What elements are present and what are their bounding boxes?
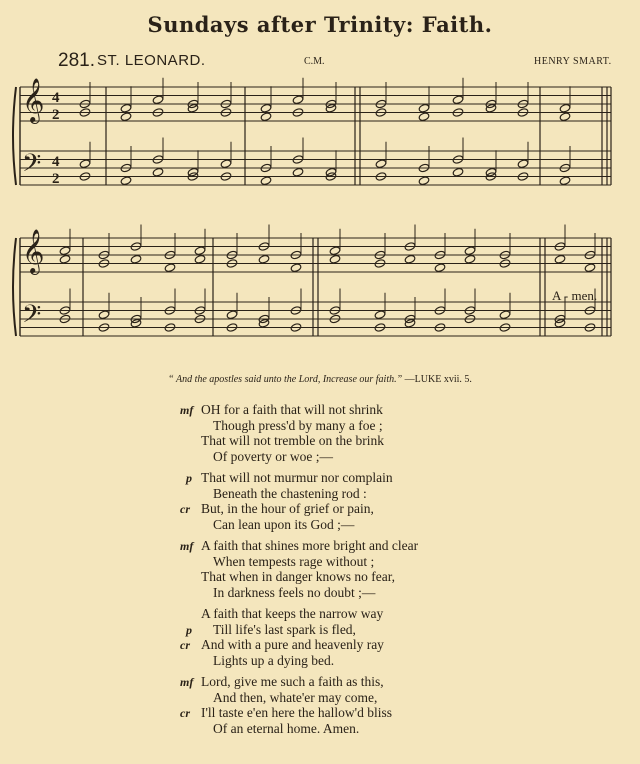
note-head [130, 254, 142, 264]
note-head [485, 103, 497, 113]
treble-clef: 𝄞 [22, 229, 45, 273]
note-head [559, 112, 571, 122]
note-head [584, 263, 596, 273]
verse-line: I'll taste e'en here the hallow'd bliss [201, 705, 392, 720]
epigraph-quote: “ And the apostles said unto the Lord, Increase our faith.” [168, 374, 403, 385]
note-head [404, 318, 416, 328]
dynamic-marking: mf [180, 539, 194, 553]
note-head [375, 159, 387, 169]
verse-line: Of an eternal home. Amen. [213, 720, 360, 736]
epigraph-reference: —LUKE xvii. 5. [404, 374, 472, 385]
note-head [434, 263, 446, 273]
note-head [499, 310, 511, 320]
dynamic-marking: p [186, 471, 192, 485]
note-head [258, 318, 270, 328]
dynamic-marking: p [186, 622, 192, 637]
note-head [559, 176, 571, 186]
note-head [418, 112, 430, 122]
note-head [59, 254, 71, 264]
note-head [404, 254, 416, 264]
note-head [152, 95, 164, 105]
note-head [120, 112, 132, 122]
system-brace [13, 238, 16, 336]
bass-clef: 𝄢 [22, 149, 42, 184]
note-head [325, 103, 337, 113]
verse-line: But, in the hour of grief or pain, [201, 501, 374, 516]
note-head [260, 112, 272, 122]
tune-name: ST. LEONARD. [97, 52, 206, 69]
note-head [464, 246, 476, 256]
treble-clef: 𝄞 [22, 78, 45, 122]
note-head [452, 95, 464, 105]
note-head [374, 310, 386, 320]
note-head [98, 310, 110, 320]
note-head [559, 103, 571, 113]
note-head [292, 167, 304, 177]
dynamic-marking: cr [180, 502, 190, 516]
note-head [187, 103, 199, 113]
note-head [130, 318, 142, 328]
note-head [452, 167, 464, 177]
note-head [260, 103, 272, 113]
verse-line: A faith that shines more bright and clear [201, 538, 419, 553]
time-signature: 4 [52, 154, 60, 170]
amen-label: A - men. [552, 288, 598, 303]
note-head [194, 254, 206, 264]
meter: C.M. [304, 56, 325, 67]
note-head [258, 254, 270, 264]
note-head [120, 103, 132, 113]
time-signature: 2 [52, 171, 60, 187]
verse-line: Lights up a dying bed. [213, 652, 335, 668]
verse-line: Of poverty or woe ;— [213, 448, 333, 464]
verse-line: In darkness feels no doubt ;— [213, 584, 376, 600]
verse-line: And then, whate'er may come, [213, 689, 378, 705]
note-head [220, 159, 232, 169]
verse-line: A faith that keeps the narrow way [201, 606, 384, 621]
dynamic-marking: cr [180, 706, 190, 720]
verse-line: OH for a faith that will not shrink [201, 402, 383, 417]
note-head [554, 318, 566, 328]
note-head [194, 246, 206, 256]
dynamic-marking: mf [180, 403, 194, 417]
note-head [292, 95, 304, 105]
verse-line: And with a pure and heavenly ray [201, 637, 384, 652]
note-head [152, 167, 164, 177]
verse-line: Though press'd by many a foe ; [213, 417, 383, 433]
bass-clef: 𝄢 [22, 300, 42, 335]
verse-line: Can lean upon its God ;— [213, 516, 355, 532]
note-head [464, 254, 476, 264]
note-head [290, 263, 302, 273]
time-signature: 2 [52, 107, 60, 123]
hymn-number: 281. [58, 50, 95, 71]
music-score [0, 0, 640, 370]
verse-line: That will not murmur nor complain [201, 470, 393, 485]
note-head [329, 246, 341, 256]
page-heading: Sundays after Trinity: Faith. [147, 12, 493, 37]
dynamic-marking: cr [180, 638, 190, 652]
verse-line: Beneath the chastening rod : [213, 485, 367, 501]
note-head [260, 176, 272, 186]
note-head [554, 254, 566, 264]
note-head [164, 263, 176, 273]
note-head [120, 176, 132, 186]
composer: HENRY SMART. [534, 56, 612, 67]
note-head [418, 176, 430, 186]
verse-line: That will not tremble on the brink [201, 433, 384, 448]
note-head [226, 310, 238, 320]
note-head [418, 103, 430, 113]
note-head [79, 159, 91, 169]
note-head [517, 159, 529, 169]
verse-line: Till life's last spark is fled, [213, 621, 356, 637]
verse-line: Lord, give me such a faith as this, [201, 674, 384, 689]
note-head [59, 246, 71, 256]
note-head [329, 254, 341, 264]
dynamic-marking: mf [180, 675, 194, 689]
verse-line: That when in danger knows no fear, [201, 569, 396, 584]
time-signature: 4 [52, 90, 60, 106]
verse-line: When tempests rage without ; [213, 553, 375, 569]
system-brace [13, 87, 16, 185]
epigraph [0, 374, 640, 385]
